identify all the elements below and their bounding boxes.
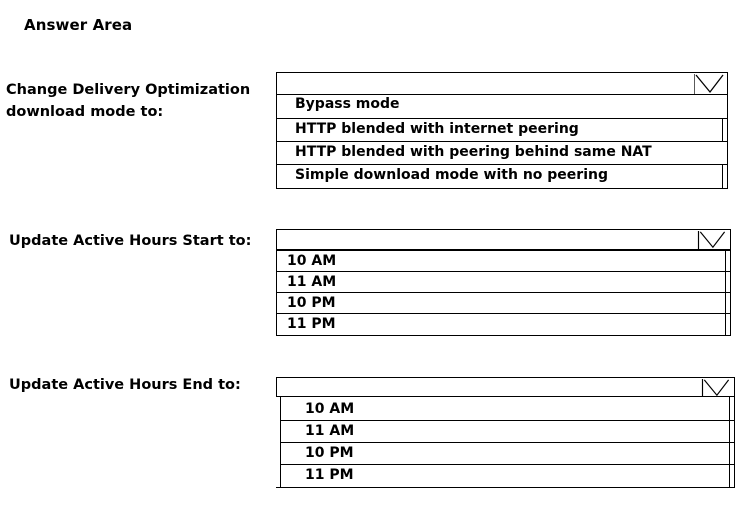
option-divider <box>729 397 730 420</box>
option-label: 10 AM <box>305 401 355 417</box>
active-hours-end-label <box>9 374 241 396</box>
option-label: 11 AM <box>287 274 337 290</box>
option-10pm[interactable] <box>280 442 734 464</box>
label-line: Update Active Hours End to: <box>9 377 241 393</box>
option-label: 11 PM <box>305 467 354 483</box>
option-divider <box>725 251 726 271</box>
option-simple-download[interactable] <box>277 164 727 188</box>
option-10pm[interactable] <box>277 292 730 313</box>
option-11pm[interactable] <box>277 313 730 335</box>
option-divider <box>725 272 726 292</box>
option-divider <box>725 314 726 335</box>
option-label: 11 PM <box>287 316 336 332</box>
option-label: 10 PM <box>287 295 336 311</box>
option-label: Bypass mode <box>295 96 400 112</box>
chevron-down-icon <box>701 379 731 397</box>
delivery-mode-options <box>276 95 728 189</box>
option-bypass-mode[interactable] <box>277 95 727 118</box>
option-label: HTTP blended with peering behind same NAT <box>295 144 652 160</box>
option-label: 10 PM <box>305 445 354 461</box>
option-label: Simple download mode with no peering <box>295 167 608 183</box>
answer-area-title: Answer Area <box>24 16 133 34</box>
option-11pm[interactable] <box>280 464 734 487</box>
active-hours-start-label <box>9 230 251 252</box>
option-10am[interactable] <box>277 250 730 271</box>
label-line: download mode to: <box>6 104 164 120</box>
option-10am[interactable] <box>280 397 734 420</box>
active-hours-start-dropdown[interactable] <box>276 229 731 250</box>
option-http-internet-peering[interactable] <box>277 118 727 141</box>
delivery-optimization-label <box>6 79 250 123</box>
option-11am[interactable] <box>280 420 734 442</box>
option-divider <box>722 119 723 141</box>
active-hours-start-options <box>276 250 731 336</box>
option-divider <box>729 421 730 442</box>
option-divider <box>722 165 723 188</box>
chevron-down-icon <box>694 74 724 94</box>
option-divider <box>729 443 730 464</box>
option-11am[interactable] <box>277 271 730 292</box>
chevron-down-icon <box>697 231 727 249</box>
active-hours-end-dropdown[interactable] <box>276 377 735 397</box>
label-line: Change Delivery Optimization <box>6 82 251 98</box>
option-label: 10 AM <box>287 253 337 269</box>
active-hours-end-options <box>276 397 735 488</box>
option-label: HTTP blended with internet peering <box>295 121 579 137</box>
delivery-mode-dropdown[interactable] <box>276 72 728 95</box>
option-divider <box>729 465 730 487</box>
option-divider <box>725 293 726 313</box>
label-line: Update Active Hours Start to: <box>9 233 252 249</box>
option-label: 11 AM <box>305 423 355 439</box>
option-http-peering-same-nat[interactable] <box>277 141 727 164</box>
